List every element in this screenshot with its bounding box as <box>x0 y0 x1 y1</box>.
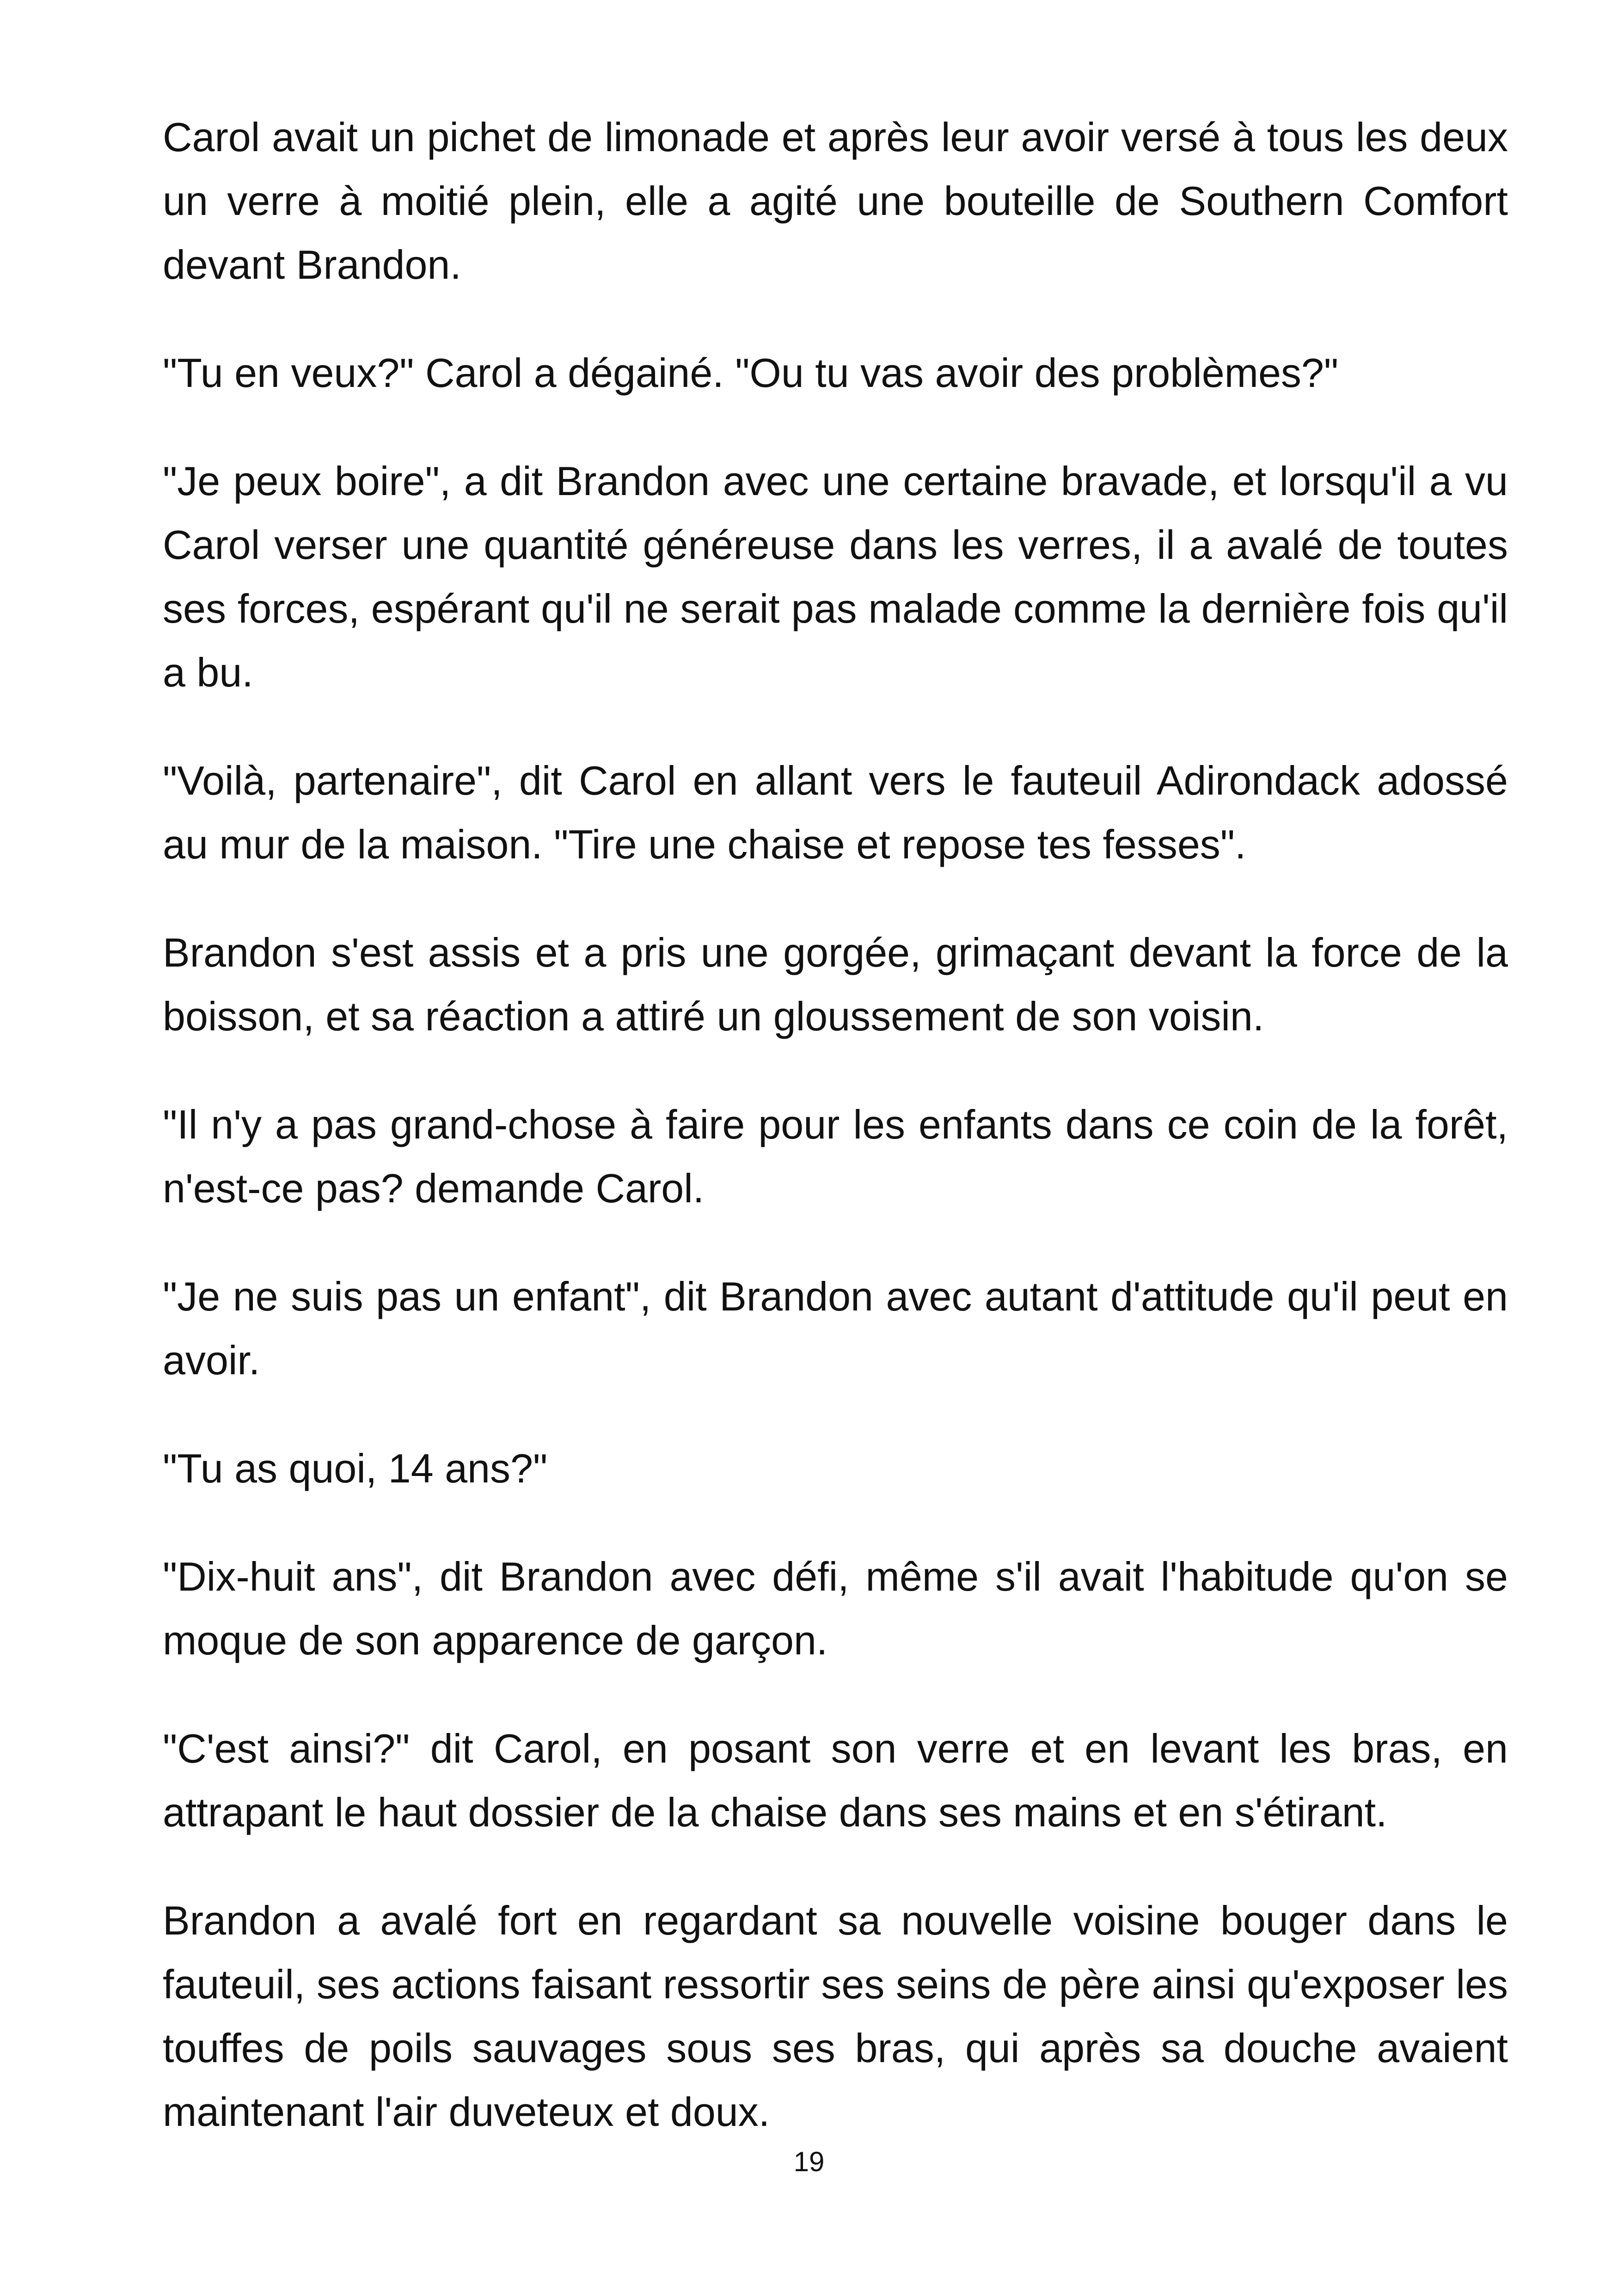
paragraph: Brandon s'est assis et a pris une gorgée, grimaçant devant la force de la boisson, et sa réaction a attiré un gloussement de son voisin. <box>163 930 1508 1039</box>
paragraph: Brandon a avalé fort en regardant sa nouvelle voisine bouger dans le fauteuil, ses actions faisant ressortir ses seins de père ainsi qu'exposer les touffes de poils sauvages sous ses bras, qui après sa douche avaient maintenant l'air duveteux et doux. <box>163 1898 1508 2135</box>
page-number: 19 <box>793 2146 825 2177</box>
paragraph: "Je peux boire", a dit Brandon avec une certaine bravade, et lorsqu'il a vu Carol verser une quantité généreuse dans les verres, il a avalé de toutes ses forces, espérant qu'il ne serait pas malade comme la dernière fois qu'il a bu. <box>163 458 1508 695</box>
paragraph: "Voilà, partenaire", dit Carol en allant vers le fauteuil Adirondack adossé au mur de la maison. "Tire une chaise et repose tes fesses". <box>163 758 1508 867</box>
paragraph: "Il n'y a pas grand-chose à faire pour les enfants dans ce coin de la forêt, n'est-ce pas? demande Carol. <box>163 1102 1508 1211</box>
paragraph: "Tu as quoi, 14 ans?" <box>163 1445 548 1491</box>
paragraph: "Dix-huit ans", dit Brandon avec défi, même s'il avait l'habitude qu'on se moque de son apparence de garçon. <box>163 1554 1508 1663</box>
paragraph: Carol avait un pichet de limonade et après leur avoir versé à tous les deux un verre à moitié plein, elle a agité une bouteille de Southern Comfort devant Brandon. <box>163 114 1508 288</box>
paragraph: "Tu en veux?" Carol a dégainé. "Ou tu vas avoir des problèmes?" <box>163 350 1339 396</box>
paragraph: "C'est ainsi?" dit Carol, en posant son verre et en levant les bras, en attrapant le haut dossier de la chaise dans ses mains et en s'étirant. <box>163 1726 1508 1835</box>
paragraph: "Je ne suis pas un enfant", dit Brandon avec autant d'attitude qu'il peut en avoir. <box>163 1274 1508 1383</box>
body-text <box>163 105 1508 2188</box>
